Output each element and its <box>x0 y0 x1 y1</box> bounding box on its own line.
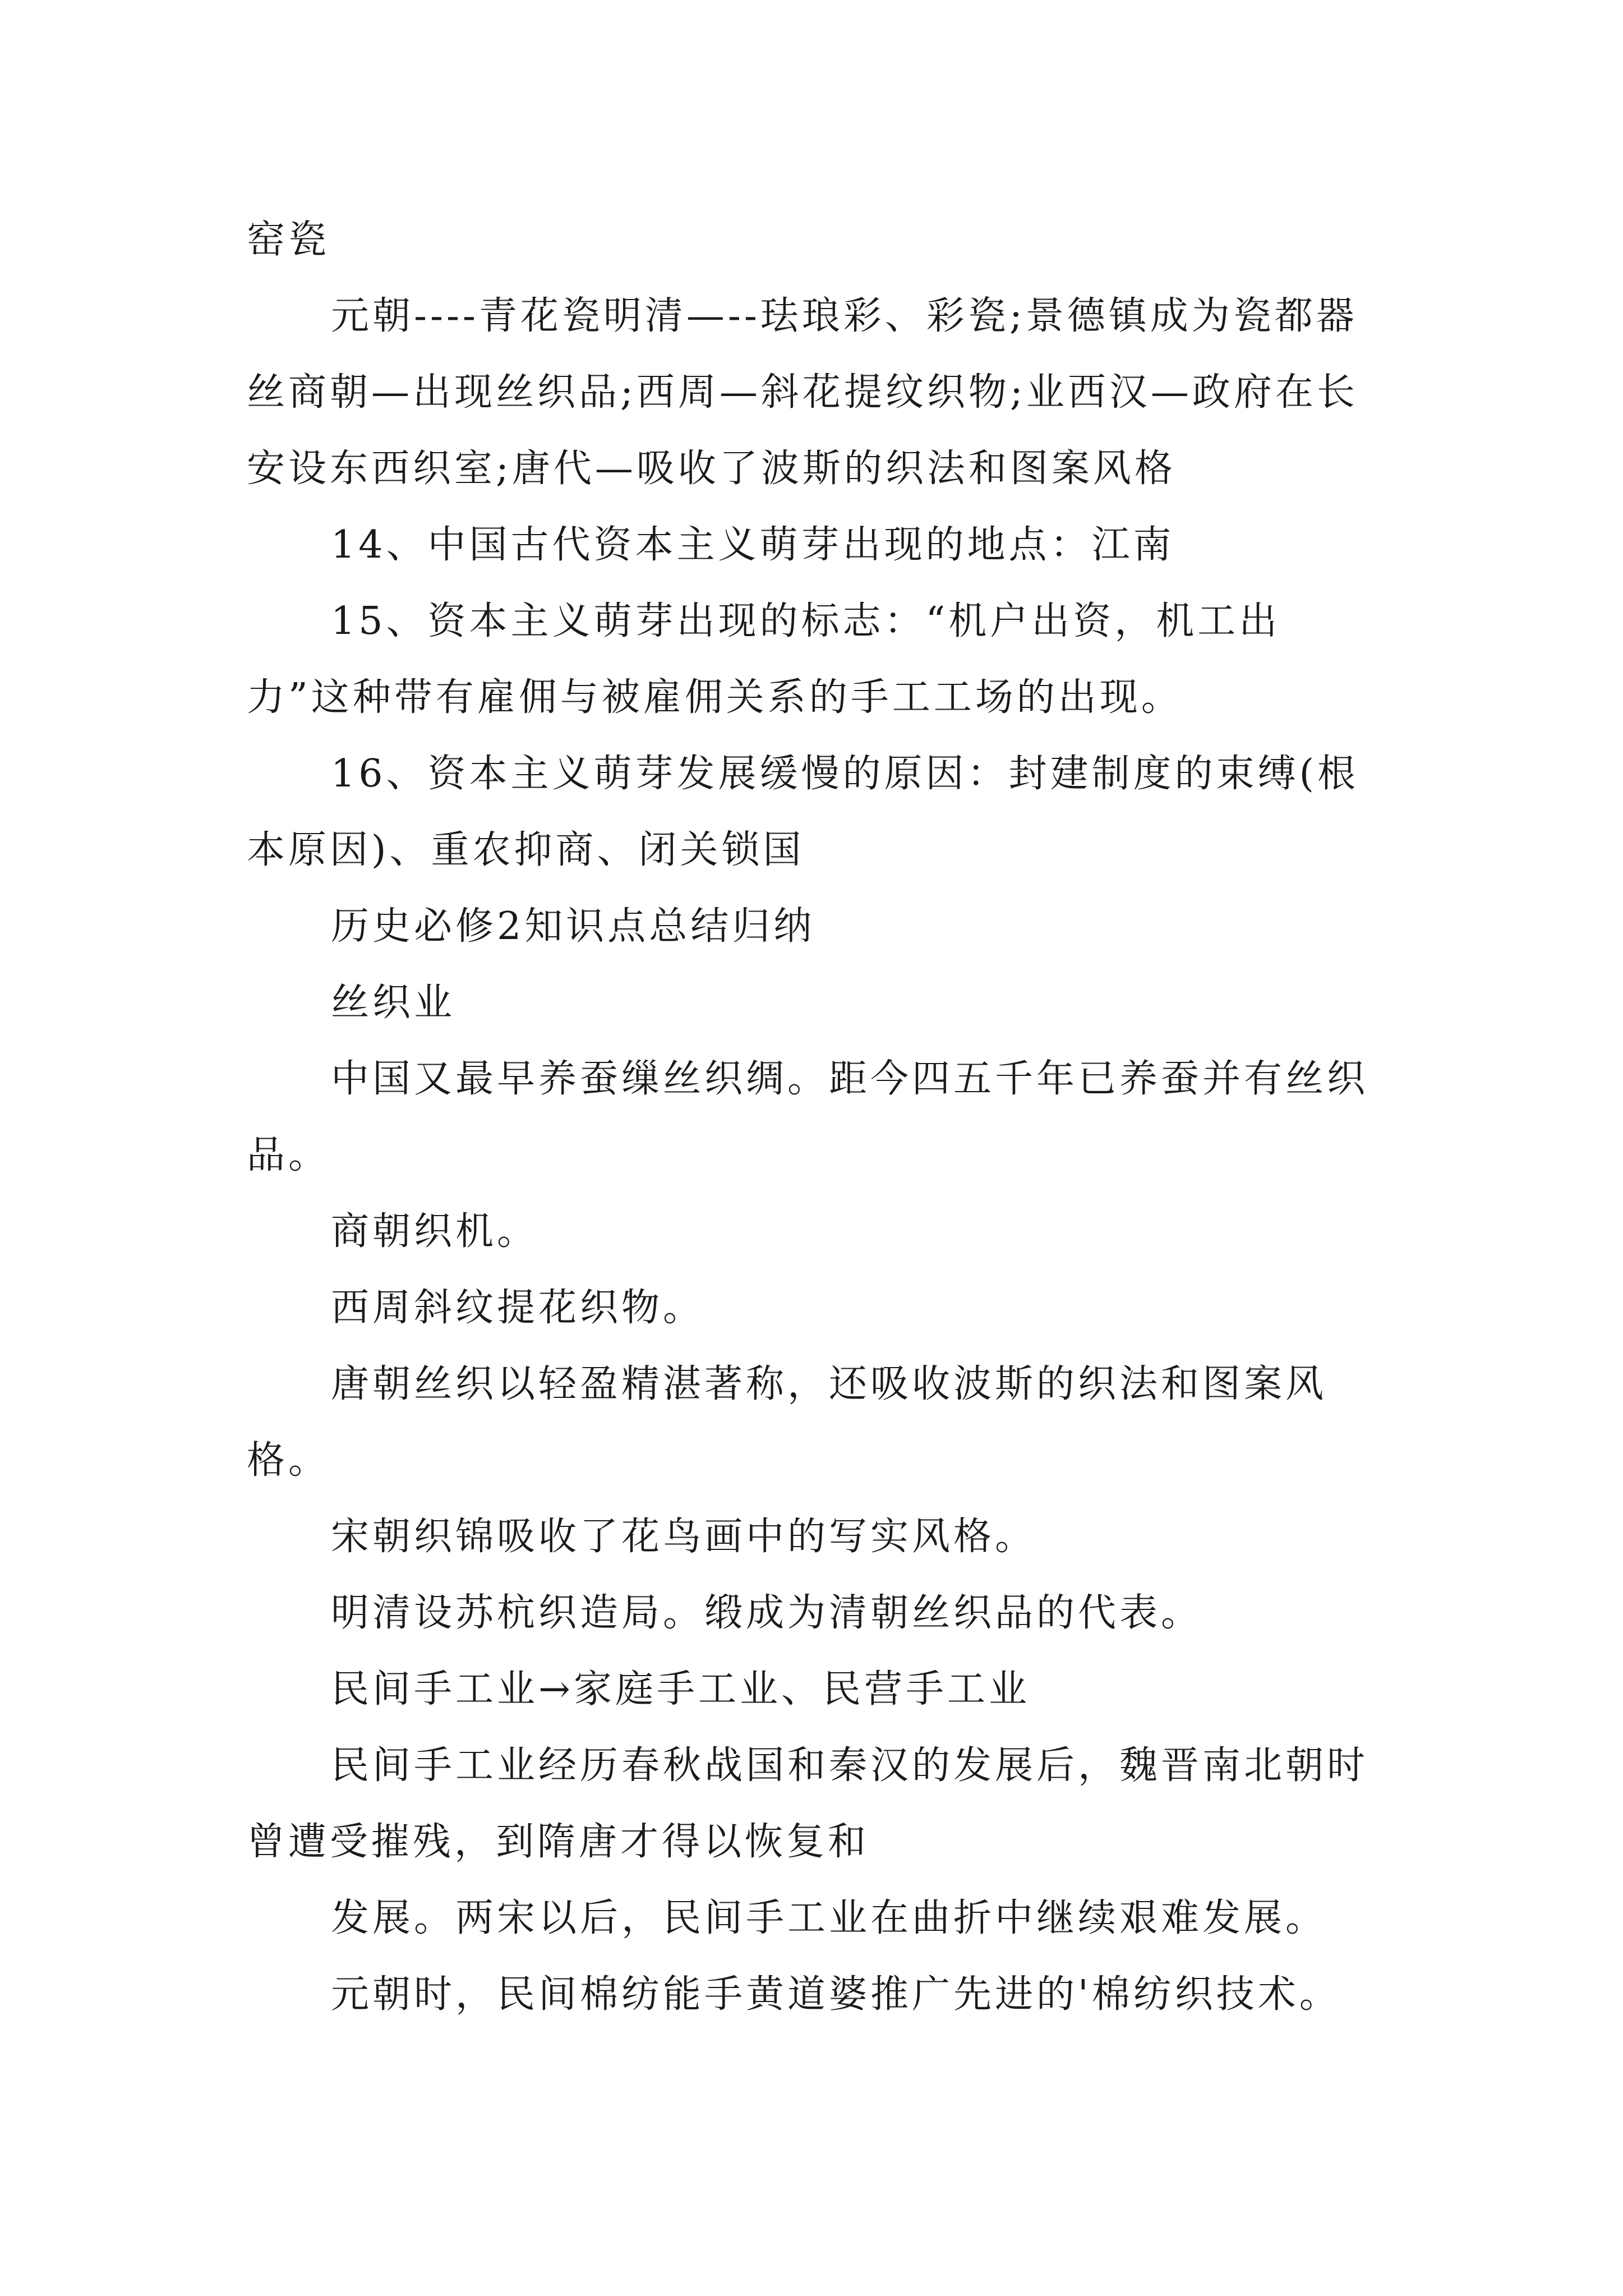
paragraph-14: 民间手工业→家庭手工业、民营手工业 <box>331 1667 1030 1711</box>
paragraph-5: 16、资本主义萌芽发展缓慢的原因：封建制度的束缚(根本原因)、重农抑商、闭关锁国 <box>247 752 1359 872</box>
paragraph-10: 西周斜纹提花织物。 <box>331 1286 705 1330</box>
paragraph-13: 明清设苏杭织造局。缎成为清朝丝织品的代表。 <box>331 1591 1203 1635</box>
document-body <box>247 202 1380 2033</box>
paragraph-15: 民间手工业经历春秋战国和秦汉的发展后，魏晋南北朝时曾遭受摧残，到隋唐才得以恢复和 <box>247 1743 1369 1864</box>
paragraph-17: 元朝时，民间棉纺能手黄道婆推广先进的'棉纺织技术。 <box>331 1972 1341 2017</box>
paragraph-2: 元朝----青花瓷明清—--珐琅彩、彩瓷;景德镇成为瓷都器丝商朝—出现丝织品;西周—斜花提纹织物;业西汉—政府在长安设东西织室;唐代—吸收了波斯的织法和图案风格 <box>247 294 1358 491</box>
paragraph-1: 窑瓷 <box>247 218 330 262</box>
paragraph-8: 中国又最早养蚕缫丝织绸。距今四五千年已养蚕并有丝织品。 <box>247 1057 1369 1177</box>
paragraph-4: 15、资本主义萌芽出现的标志：“机户出资，机工出力”这种带有雇佣与被雇佣关系的手工工场的出现。 <box>247 599 1281 720</box>
paragraph-16: 发展。两宋以后，民间手工业在曲折中继续艰难发展。 <box>331 1896 1327 1940</box>
section-title: 历史必修2知识点总结归纳 <box>331 904 815 949</box>
paragraph-12: 宋朝织锦吸收了花鸟画中的写实风格。 <box>331 1515 1037 1559</box>
subsection-title: 丝织业 <box>331 981 456 1025</box>
paragraph-11: 唐朝丝织以轻盈精湛著称，还吸收波斯的织法和图案风格。 <box>247 1362 1327 1483</box>
paragraph-3: 14、中国古代资本主义萌芽出现的地点：江南 <box>331 523 1175 567</box>
paragraph-9: 商朝织机。 <box>331 1209 539 1254</box>
